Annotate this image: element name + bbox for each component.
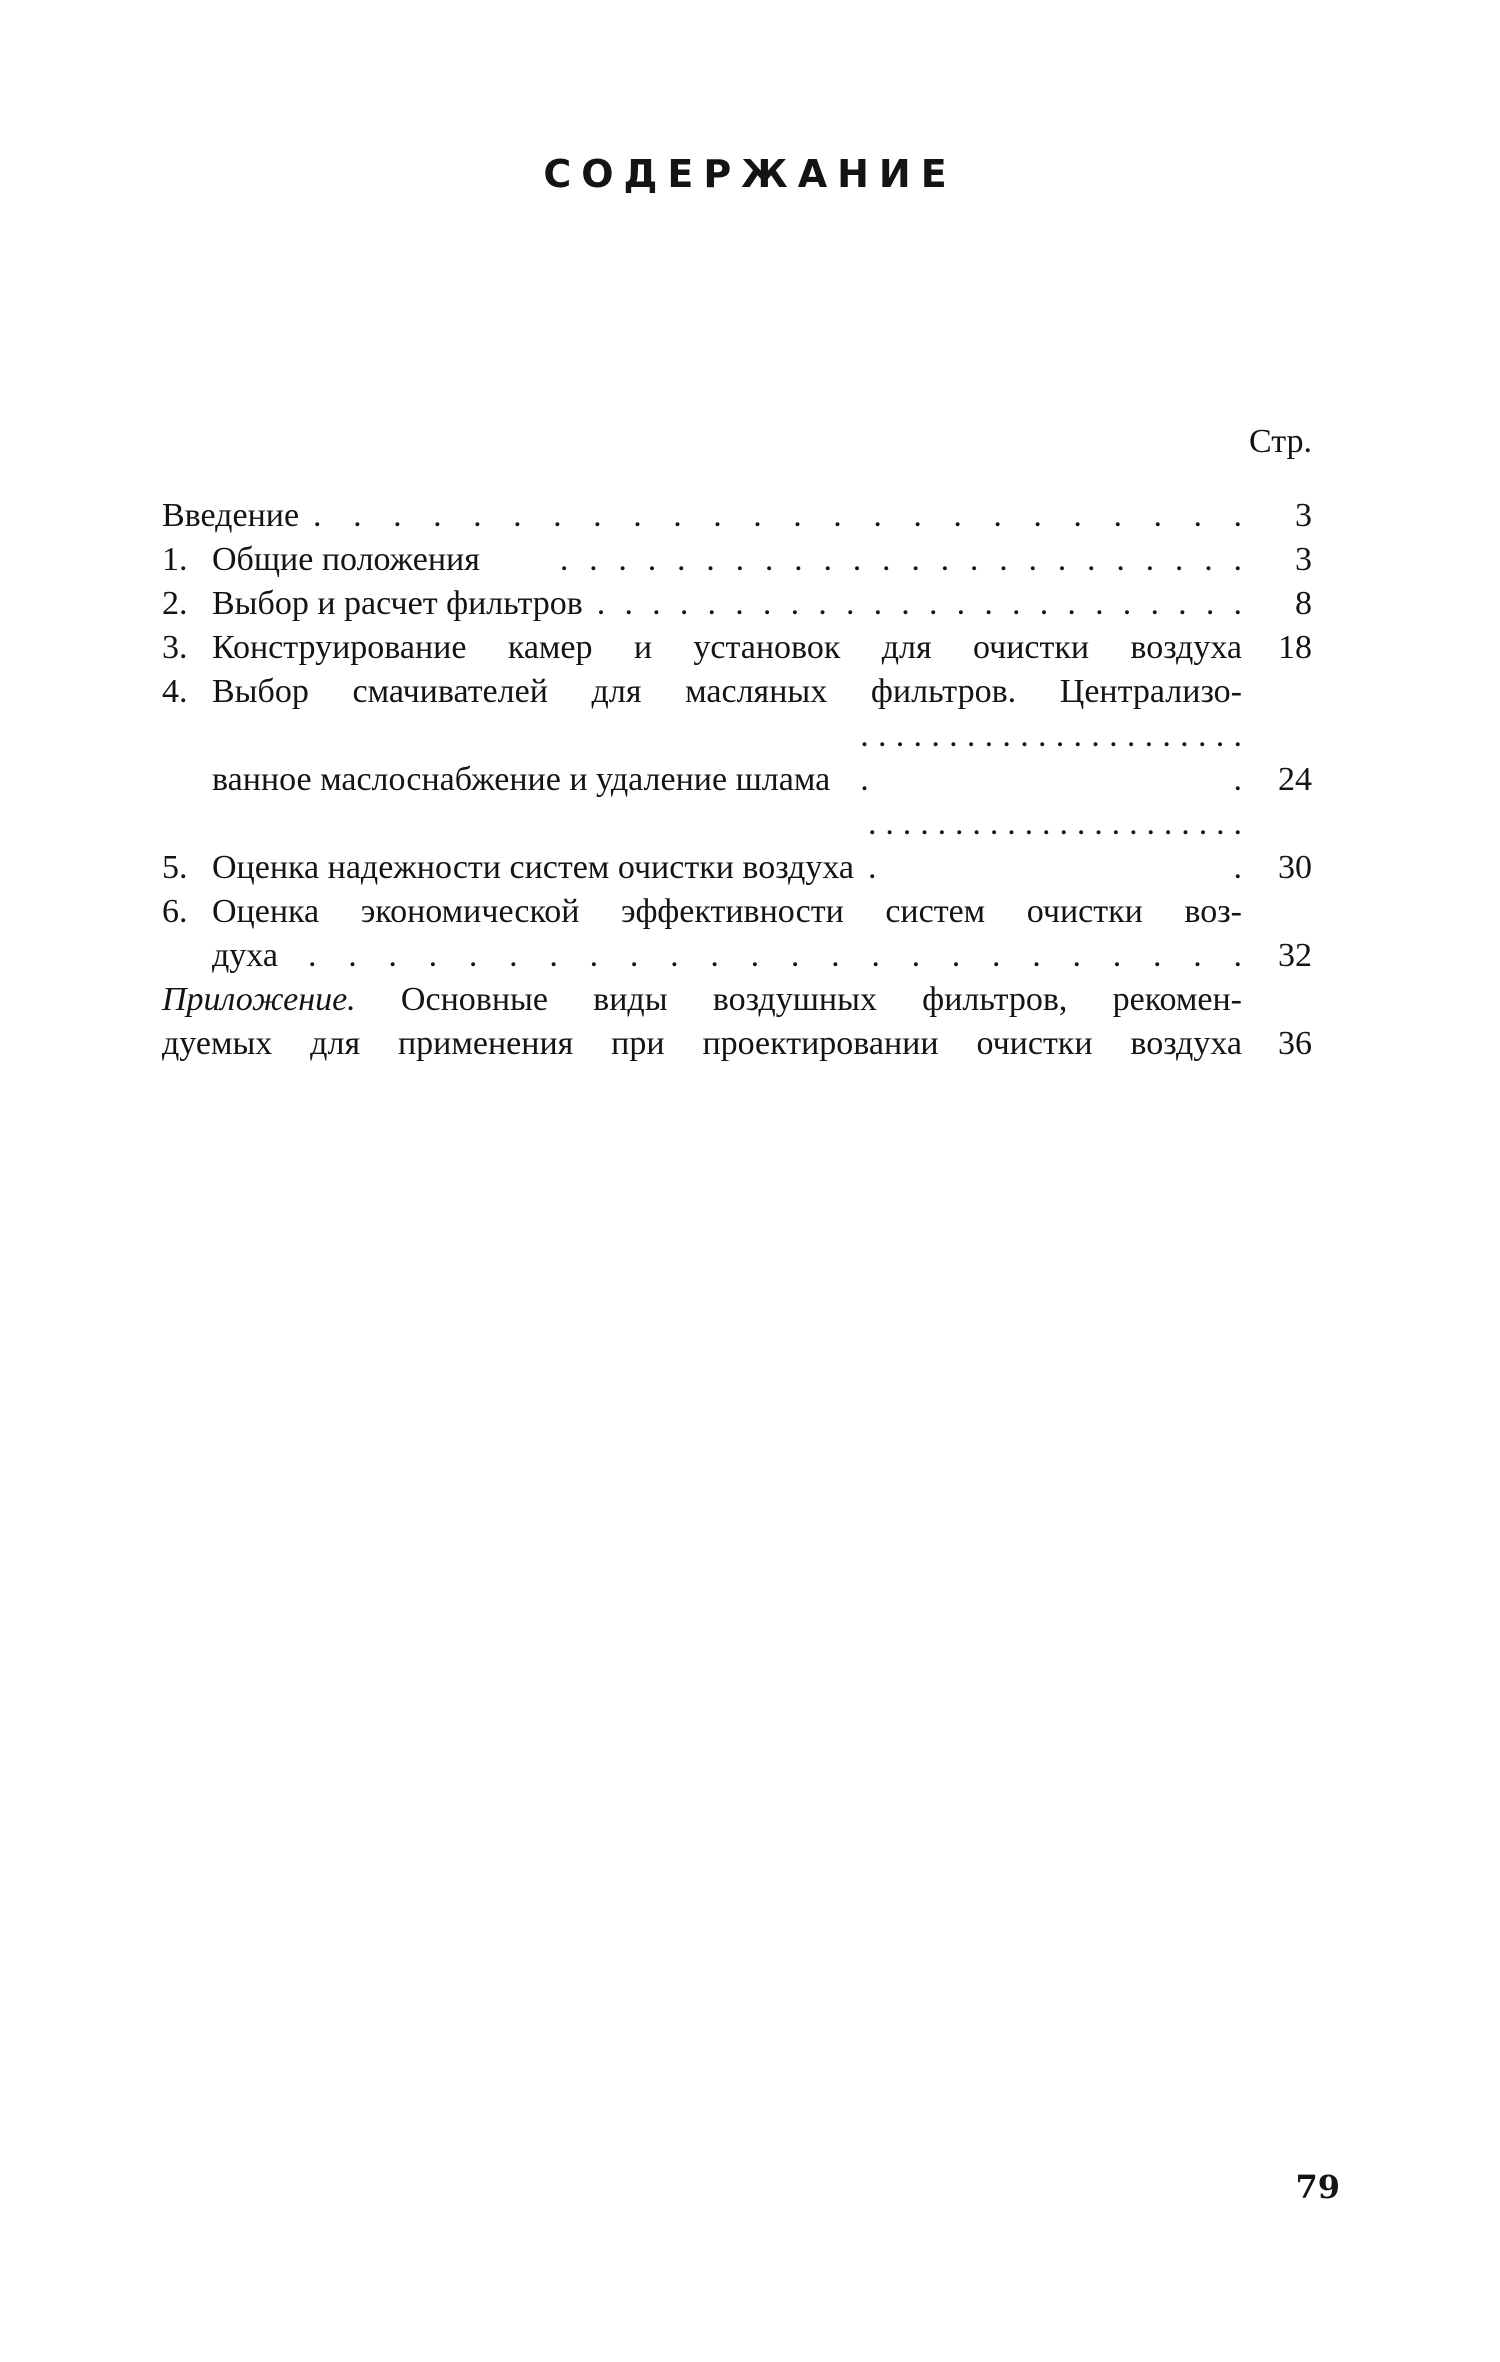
- dot-leader: . . . . . . . . . . . . . . . . . . . . . . . .: [867, 805, 1242, 886]
- toc-entry-page: 8: [1295, 585, 1312, 622]
- toc-entry-number: 6.: [162, 893, 188, 930]
- toc-entry-4: [162, 670, 1312, 714]
- page-number: 79: [1295, 2168, 1340, 2206]
- toc-entry-label: Общие положения: [212, 541, 480, 578]
- dot-leader: . . . . . . . . . . . . . . . . . . . . . . . .: [860, 717, 1242, 798]
- toc-entry-label: Конструирование камер и установок для очистки воздуха: [212, 629, 1242, 666]
- toc-entry-label-continuation: ванное маслоснабжение и удаление шлама: [212, 761, 831, 798]
- toc-entry-6: [162, 890, 1312, 934]
- page-column-header: Стр.: [1248, 423, 1312, 460]
- appendix-lead: Приложение.: [162, 981, 356, 1018]
- dot-leader: . . . . . . . . . . . . . . . . . . . . . . . .: [307, 937, 1242, 974]
- toc-entry-1: [162, 538, 1312, 582]
- toc-entry-introduction: [162, 494, 1312, 538]
- toc-entry-label: Основные виды воздушных фильтров, рекомен-: [400, 981, 1242, 1018]
- toc-entry-page: 24: [1278, 761, 1312, 798]
- toc-entry-page: 30: [1278, 849, 1312, 886]
- dot-leader: . . . . . . . . . . . . . . . . . . . . . . . .: [596, 585, 1242, 622]
- toc-entry-label: Оценка экономической эффективности систем очистки воз-: [212, 893, 1242, 930]
- dot-leader: . . . . . . . . . . . . . . . . . . . . . . . .: [559, 541, 1242, 578]
- toc-entry-label: Выбор смачивателей для масляных фильтров. Централизо-: [212, 673, 1242, 710]
- toc-entry-6-continuation: [162, 934, 1312, 978]
- toc-entry-number: 5.: [162, 849, 188, 886]
- dot-leader: . . . . . . . . . . . . . . . . . . . . . . . .: [313, 497, 1242, 534]
- toc-entry-page: 36: [1278, 1025, 1312, 1062]
- toc-entry-label-continuation: духа: [212, 937, 278, 974]
- toc-entry-appendix-continuation: [162, 1022, 1312, 1066]
- toc-entry-page: 18: [1278, 629, 1312, 666]
- toc-entry-label: Оценка надежности систем очистки воздуха: [212, 849, 854, 886]
- toc-entry-number: 4.: [162, 673, 188, 710]
- toc-entry-number: 3.: [162, 629, 188, 666]
- toc-entry-label: Выбор и расчет фильтров: [212, 585, 583, 622]
- toc-entry-label-continuation: дуемых для применения при проектировании очистки воздуха: [162, 1025, 1242, 1062]
- toc-entry-number: 1.: [162, 541, 188, 578]
- table-of-contents: [162, 420, 1312, 1066]
- toc-entry-4-continuation: [162, 714, 1312, 802]
- toc-entry-label: Введение: [162, 497, 300, 534]
- toc-entry-page: 32: [1278, 937, 1312, 974]
- toc-entry-page: 3: [1295, 541, 1312, 578]
- toc-entry-number: 2.: [162, 585, 188, 622]
- toc-entry-3: [162, 626, 1312, 670]
- toc-entry-5: [162, 802, 1312, 890]
- toc-entry-page: 3: [1295, 497, 1312, 534]
- toc-entry-2: [162, 582, 1312, 626]
- toc-entry-appendix: [162, 978, 1312, 1022]
- page-title: СОДЕРЖАНИЕ: [543, 152, 957, 196]
